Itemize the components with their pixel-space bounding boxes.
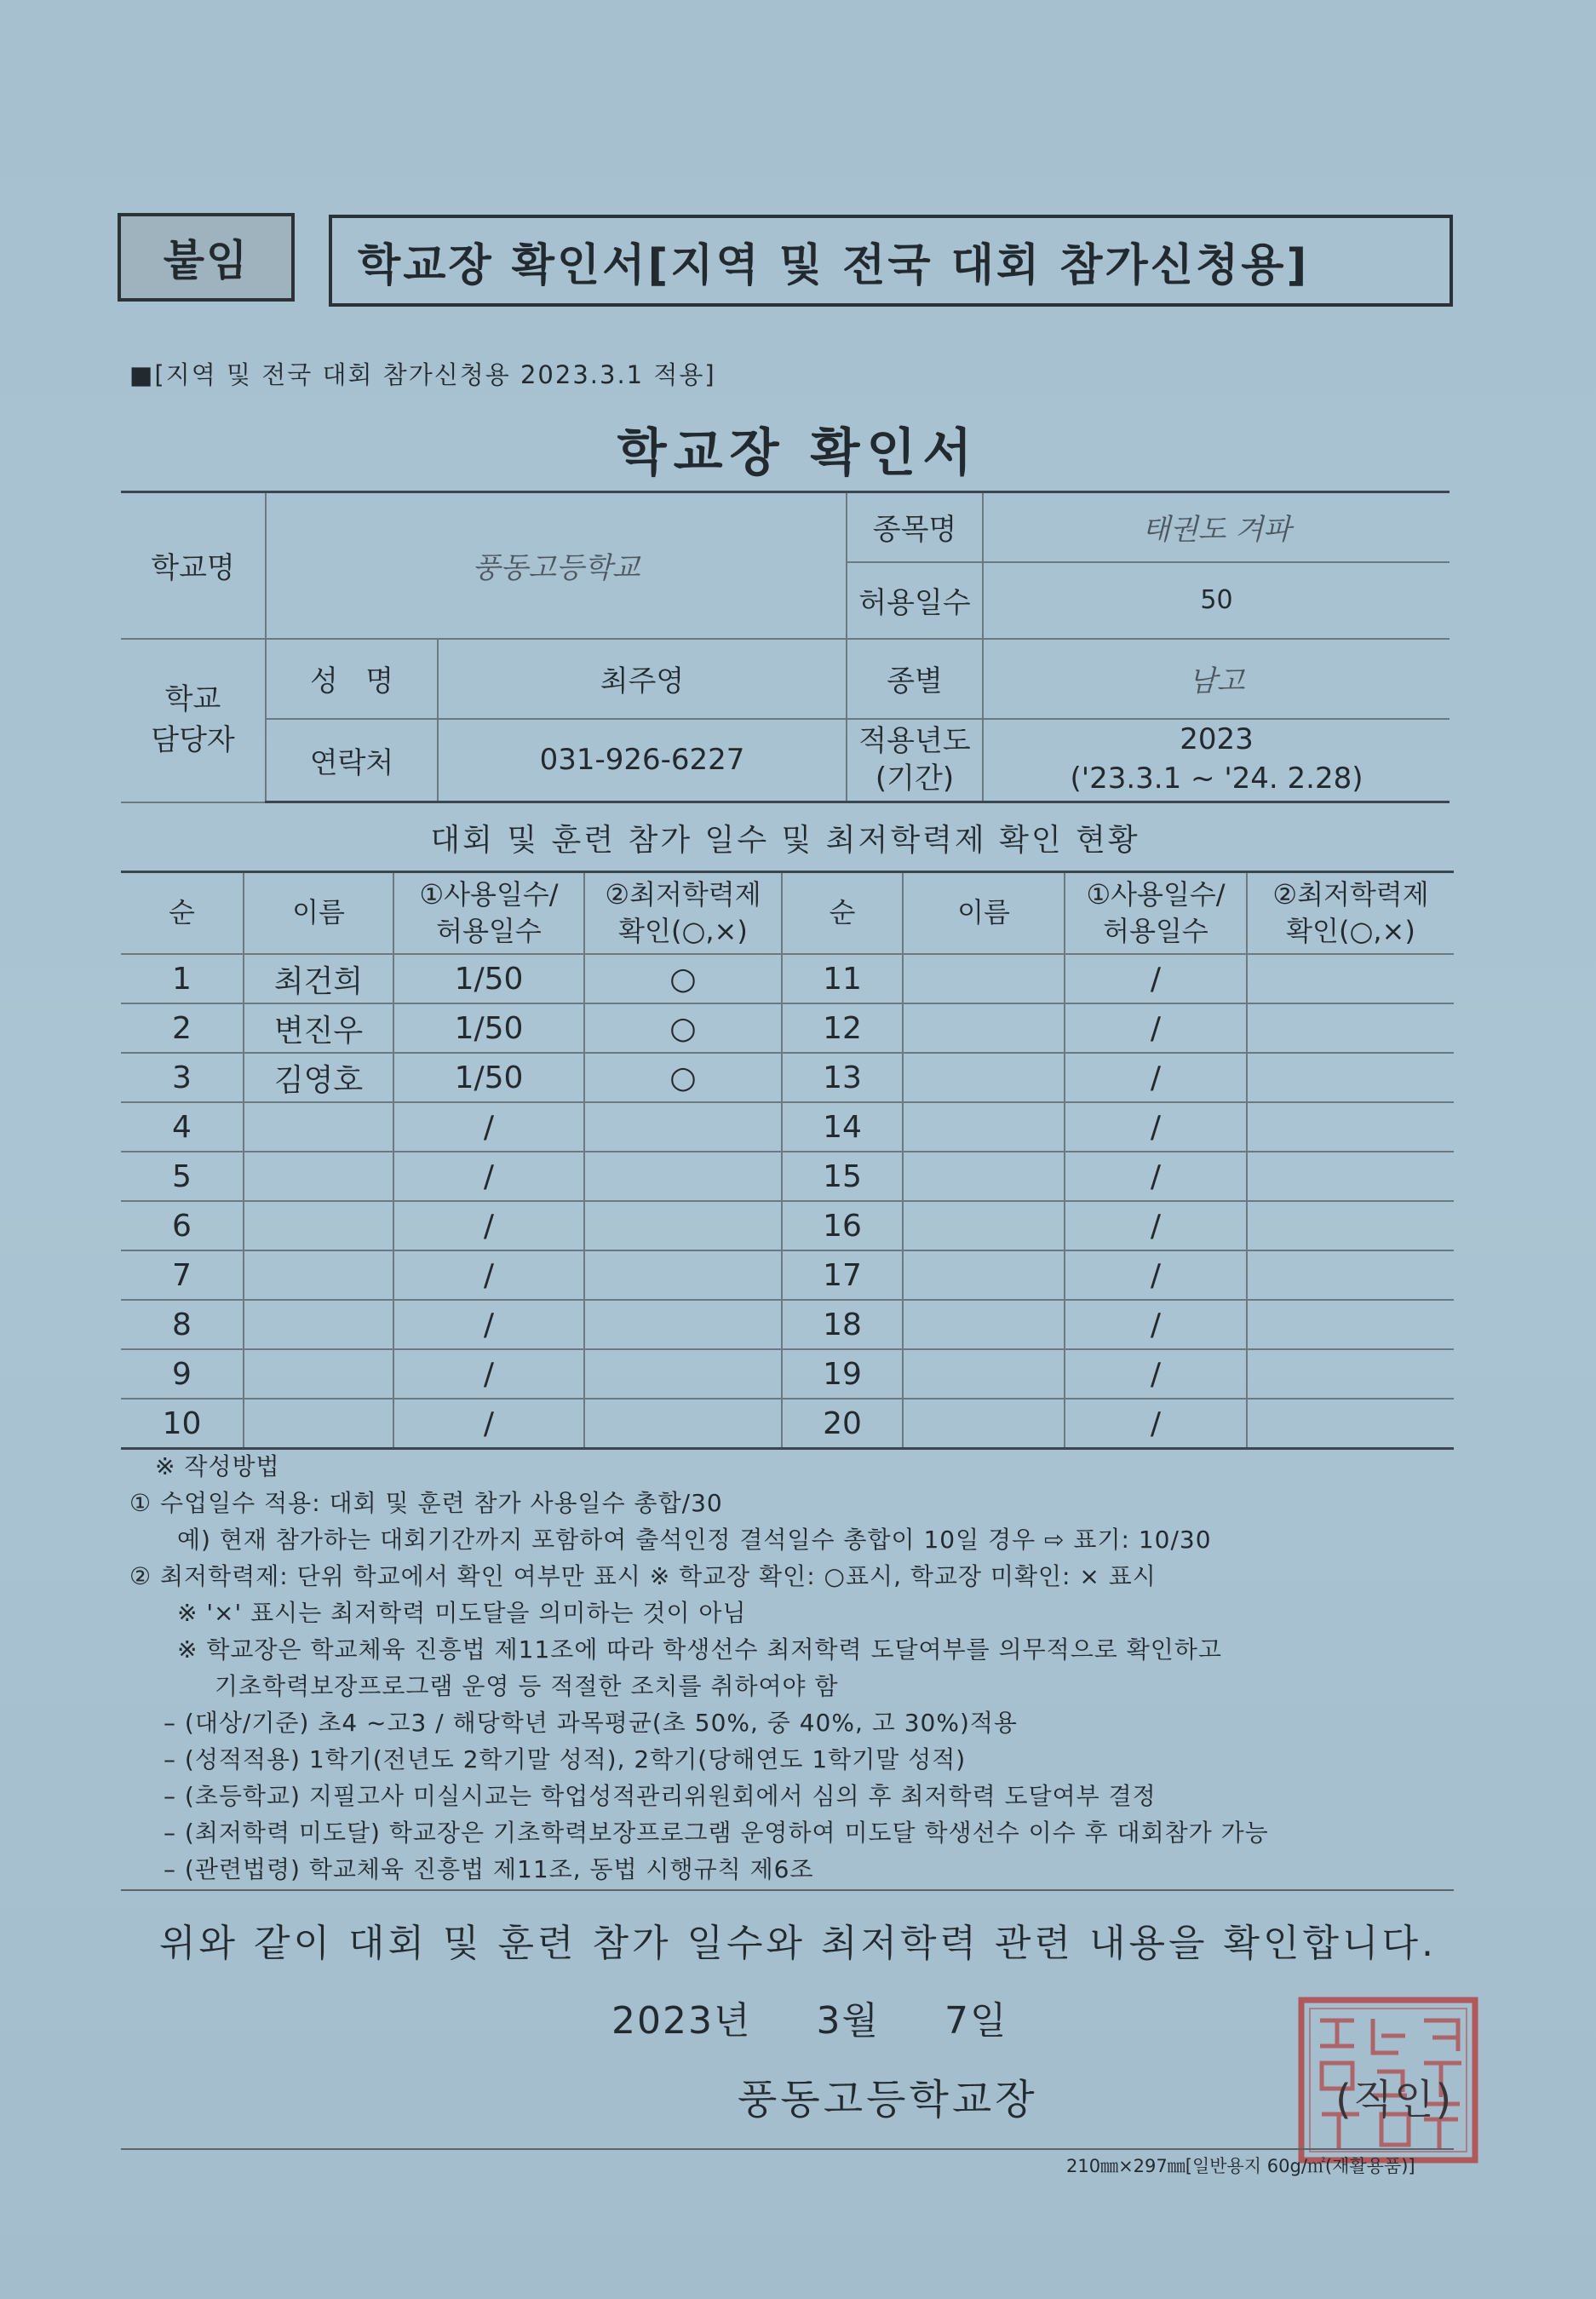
row-days: / xyxy=(393,1201,584,1250)
row-check: ○ xyxy=(584,954,782,1003)
row-no: 17 xyxy=(782,1250,903,1300)
note-dash2: – (성적적용) 1학기(전년도 2학기말 성적), 2학기(당해연도 1학기말 성적) xyxy=(164,1745,967,1773)
name-label: 성 명 xyxy=(266,639,438,719)
row-no: 1 xyxy=(121,954,244,1003)
table-row xyxy=(121,1102,1454,1152)
row-name xyxy=(903,1003,1065,1053)
row-no: 19 xyxy=(782,1349,903,1399)
row-name xyxy=(903,1201,1065,1250)
row-days: / xyxy=(1065,1300,1247,1349)
manager-label-line2: 담당자 xyxy=(151,722,235,757)
header-no-left: 순 xyxy=(121,872,244,955)
date-day: 7일 xyxy=(944,1999,1008,2043)
row-check xyxy=(1247,1152,1454,1201)
row-name xyxy=(903,954,1065,1003)
row-name xyxy=(903,1152,1065,1201)
notes-heading: ※ 작성방법 xyxy=(155,1452,280,1480)
note-item2-note2-cont: 기초학력보장프로그램 운영 등 적절한 조치를 취하여야 함 xyxy=(215,1672,839,1700)
row-name xyxy=(244,1349,393,1399)
year-value-line1: 2023 xyxy=(1180,722,1254,757)
row-check xyxy=(1247,954,1454,1003)
row-name xyxy=(244,1102,393,1152)
row-days: / xyxy=(1065,1152,1247,1201)
row-days: / xyxy=(393,1152,584,1201)
note-dash4: – (최저학력 미도달) 학교장은 기초학력보장프로그램 운영하여 미도달 학생선수 이수 후 대회참가 가능 xyxy=(164,1819,1269,1847)
status-title: 대회 및 훈련 참가 일수 및 최저학력제 확인 현황 xyxy=(430,823,1140,858)
row-check xyxy=(1247,1201,1454,1250)
row-no: 18 xyxy=(782,1300,903,1349)
row-name: 변진우 xyxy=(244,1003,393,1053)
header-check-line1: ②최저학력제 xyxy=(1272,877,1429,911)
row-no: 11 xyxy=(782,954,903,1003)
header-check-line1: ②최저학력제 xyxy=(605,877,761,911)
year-label-line2: (기간) xyxy=(875,762,955,796)
row-check xyxy=(1247,1300,1454,1349)
year-label xyxy=(847,719,983,802)
header-check-line2: 확인(○,×) xyxy=(618,915,748,947)
table-row xyxy=(121,1300,1454,1349)
row-no: 2 xyxy=(121,1003,244,1053)
row-days: / xyxy=(393,1102,584,1152)
manager-label-line1: 학교 xyxy=(164,681,221,716)
row-check: ○ xyxy=(584,1053,782,1102)
event-label: 종목명 xyxy=(847,492,983,562)
row-check xyxy=(1247,1053,1454,1102)
divider xyxy=(121,2148,1454,2150)
date-year: 2023년 xyxy=(611,1999,752,2043)
table-row xyxy=(121,1399,1454,1449)
row-days: / xyxy=(1065,1349,1247,1399)
header-days-left xyxy=(393,872,584,955)
school-label: 학교명 xyxy=(121,492,266,639)
row-check xyxy=(1247,1399,1454,1449)
row-check xyxy=(584,1152,782,1201)
seal-label: (직인) xyxy=(1335,2076,1454,2124)
sub-note: ■[지역 및 전국 대회 참가신청용 2023.3.1 적용] xyxy=(129,360,716,389)
row-name: 최건희 xyxy=(244,954,393,1003)
row-name xyxy=(244,1300,393,1349)
header-days-line2: 허용일수 xyxy=(1103,915,1208,947)
allowed-days-value: 50 xyxy=(983,562,1450,639)
note-dash5: – (관련법령) 학교체육 진흥법 제11조, 동법 시행규칙 제6조 xyxy=(164,1855,814,1883)
row-days: / xyxy=(1065,1201,1247,1250)
row-no: 5 xyxy=(121,1152,244,1201)
header-check-right xyxy=(1247,872,1454,955)
row-check xyxy=(1247,1250,1454,1300)
row-no: 15 xyxy=(782,1152,903,1201)
note-item2-note1: ※ '×' 표시는 최저학력 미도달을 의미하는 것이 아님 xyxy=(177,1599,747,1627)
table-row xyxy=(121,1250,1454,1300)
row-no: 13 xyxy=(782,1053,903,1102)
row-check xyxy=(584,1300,782,1349)
header-days-line2: 허용일수 xyxy=(436,915,542,947)
note-item2: ② 최저학력제: 단위 학교에서 확인 여부만 표시 ※ 학교장 확인: ○표시, 학교장 미확인: × 표시 xyxy=(129,1562,1157,1590)
row-days: / xyxy=(393,1250,584,1300)
row-no: 4 xyxy=(121,1102,244,1152)
row-name xyxy=(244,1201,393,1250)
header-days-right xyxy=(1065,872,1247,955)
row-days: 1/50 xyxy=(393,1053,584,1102)
year-value-line2: ('23.3.1 ~ '24. 2.28) xyxy=(1070,762,1363,796)
row-days: / xyxy=(1065,1053,1247,1102)
row-check xyxy=(584,1102,782,1152)
row-no: 3 xyxy=(121,1053,244,1102)
table-row xyxy=(121,1349,1454,1399)
document-heading: 학교장 확인서[지역 및 전국 대회 참가신청용] xyxy=(329,215,1453,307)
paper-spec: 210㎜×297㎜[일반용지 60g/㎡(재활용품)] xyxy=(1066,2156,1415,2176)
row-name xyxy=(903,1399,1065,1449)
row-name: 김영호 xyxy=(244,1053,393,1102)
header-check-line2: 확인(○,×) xyxy=(1286,915,1415,947)
header-no-right: 순 xyxy=(782,872,903,955)
writing-instructions xyxy=(129,1448,1458,1888)
row-name xyxy=(903,1349,1065,1399)
row-check: ○ xyxy=(584,1003,782,1053)
note-item1-example: 예) 현재 참가하는 대회기간까지 포함하여 출석인정 결석일수 총합이 10일 경우 ⇨ 표기: 10/30 xyxy=(177,1526,1212,1554)
row-check xyxy=(584,1399,782,1449)
header-name-left: 이름 xyxy=(244,872,393,955)
school-info-table xyxy=(121,491,1450,803)
school-value: 풍동고등학교 xyxy=(266,492,847,639)
row-days: / xyxy=(393,1300,584,1349)
row-name xyxy=(903,1102,1065,1152)
header-name-right: 이름 xyxy=(903,872,1065,955)
category-label: 종별 xyxy=(847,639,983,719)
date-month: 3월 xyxy=(816,1999,880,2043)
row-days: / xyxy=(393,1399,584,1449)
row-check xyxy=(584,1250,782,1300)
row-no: 6 xyxy=(121,1201,244,1250)
table-row xyxy=(121,1152,1454,1201)
row-no: 8 xyxy=(121,1300,244,1349)
row-name xyxy=(244,1152,393,1201)
allowed-days-label: 허용일수 xyxy=(847,562,983,639)
principal-title: 풍동고등학교장 xyxy=(738,2076,1038,2124)
row-days: / xyxy=(1065,1399,1247,1449)
manager-label xyxy=(121,639,266,802)
contact-value: 031-926-6227 xyxy=(438,719,847,802)
confirmation-statement: 위와 같이 대회 및 훈련 참가 일수와 최저학력 관련 내용을 확인합니다. xyxy=(159,1922,1437,1965)
header-days-line1: ①사용일수/ xyxy=(419,877,559,911)
table-row xyxy=(121,1053,1454,1102)
page-title: 학교장 확인서 xyxy=(617,423,979,483)
row-no: 10 xyxy=(121,1399,244,1449)
row-check xyxy=(1247,1003,1454,1053)
row-check xyxy=(584,1349,782,1399)
confirmation-date xyxy=(611,1990,1008,2044)
category-value: 남고 xyxy=(983,639,1450,719)
divider xyxy=(121,1889,1454,1891)
table-row xyxy=(121,954,1454,1003)
row-name xyxy=(903,1250,1065,1300)
attachment-label: 붙임 xyxy=(118,213,295,302)
note-item1: ① 수업일수 적용: 대회 및 훈련 참가 사용일수 총합/30 xyxy=(129,1489,723,1517)
row-check xyxy=(1247,1102,1454,1152)
row-days: / xyxy=(1065,1250,1247,1300)
event-value: 태권도 겨파 xyxy=(983,492,1450,562)
row-no: 14 xyxy=(782,1102,903,1152)
note-dash3: – (초등학교) 지필고사 미실시교는 학업성적관리위원회에서 심의 후 최저학력 도달여부 결정 xyxy=(164,1782,1157,1810)
row-name xyxy=(903,1053,1065,1102)
row-days: / xyxy=(393,1349,584,1399)
row-name xyxy=(903,1300,1065,1349)
row-name xyxy=(244,1399,393,1449)
table-row xyxy=(121,1201,1454,1250)
row-check xyxy=(1247,1349,1454,1399)
row-check xyxy=(584,1201,782,1250)
status-table xyxy=(121,871,1454,1450)
note-dash1: – (대상/기준) 초4 ~고3 / 해당학년 과목평균(초 50%, 중 40%, 고 30%)적용 xyxy=(164,1709,1018,1737)
table-row xyxy=(121,1003,1454,1053)
contact-label: 연락처 xyxy=(266,719,438,802)
year-label-line1: 적용년도 xyxy=(858,724,971,759)
row-days: 1/50 xyxy=(393,1003,584,1053)
row-days: / xyxy=(1065,1003,1247,1053)
row-name xyxy=(244,1250,393,1300)
row-no: 7 xyxy=(121,1250,244,1300)
row-no: 9 xyxy=(121,1349,244,1399)
row-days: / xyxy=(1065,954,1247,1003)
row-days: 1/50 xyxy=(393,954,584,1003)
row-days: / xyxy=(1065,1102,1247,1152)
header-check-left xyxy=(584,872,782,955)
header-days-line1: ①사용일수/ xyxy=(1086,877,1226,911)
row-no: 12 xyxy=(782,1003,903,1053)
row-no: 20 xyxy=(782,1399,903,1449)
year-value xyxy=(983,719,1450,802)
row-no: 16 xyxy=(782,1201,903,1250)
name-value: 최주영 xyxy=(438,639,847,719)
note-item2-note2: ※ 학교장은 학교체육 진흥법 제11조에 따라 학생선수 최저학력 도달여부를 의무적으로 확인하고 xyxy=(177,1635,1222,1664)
